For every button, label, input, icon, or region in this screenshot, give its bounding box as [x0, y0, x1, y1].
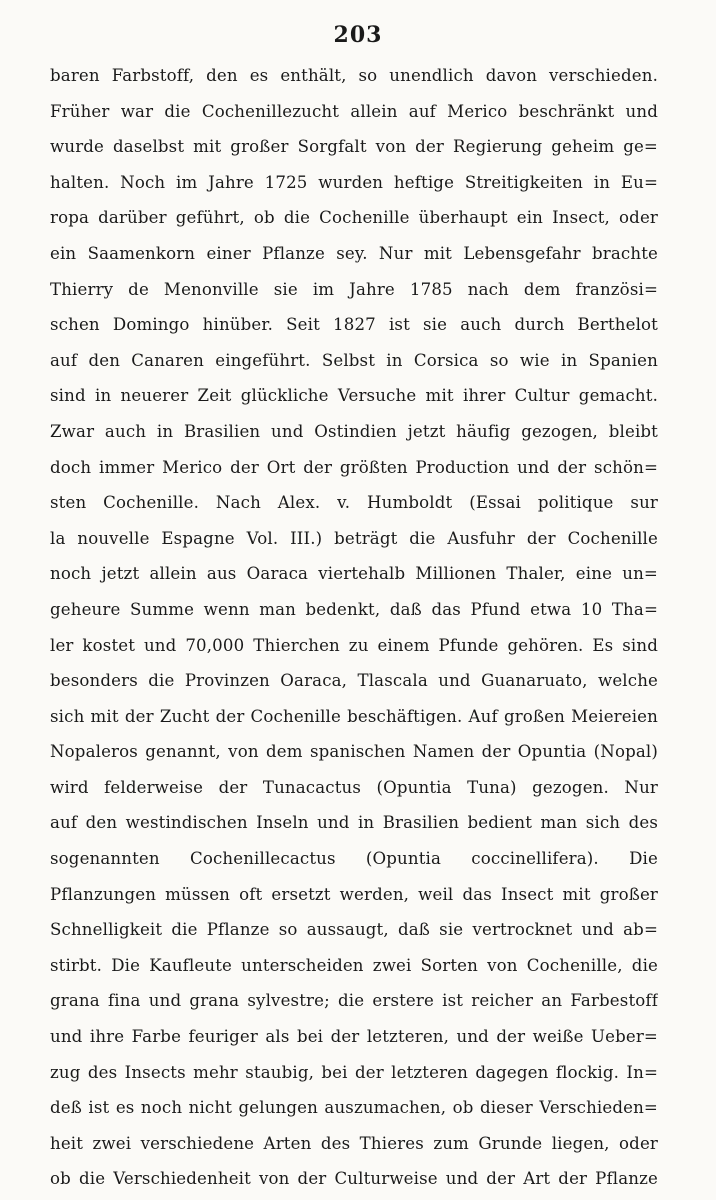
text-line: sind in neuerer Zeit glückliche Versuche mit ihrer Cultur gemacht. [50, 386, 658, 406]
text-line: doch immer Merico der Ort der größten Production und der schön= [50, 457, 658, 477]
text-line: Früher war die Cochenillezucht allein auf Merico beschränkt und [50, 101, 658, 121]
text-line: und ihre Farbe feuriger als bei der letzteren, und der weiße Ueber= [50, 1027, 658, 1047]
text-line: deß ist es noch nicht gelungen auszumachen, ob dieser Verschieden= [50, 1098, 658, 1118]
text-line: sogenannten Cochenillecactus (Opuntia coccinellifera). Die [50, 849, 658, 869]
text-line: Pflanzungen müssen oft ersetzt werden, weil das Insect mit großer [50, 884, 658, 904]
text-line: schen Domingo hinüber. Seit 1827 ist sie auch durch Berthelot [50, 315, 658, 335]
text-line: zug des Insects mehr staubig, bei der letzteren dagegen flockig. In= [50, 1062, 658, 1082]
text-line: grana fina und grana sylvestre; die erstere ist reicher an Farbestoff [50, 991, 658, 1011]
text-line: sten Cochenille. Nach Alex. v. Humboldt (Essai politique sur [50, 493, 658, 513]
text-line: heit zwei verschiedene Arten des Thieres zum Grunde liegen, oder [50, 1133, 658, 1153]
text-line: Zwar auch in Brasilien und Ostindien jetzt häufig gezogen, bleibt [50, 421, 658, 441]
text-line: la nouvelle Espagne Vol. III.) beträgt die Ausfuhr der Cochenille [50, 528, 658, 548]
text-line: Thierry de Menonville sie im Jahre 1785 nach dem französi= [50, 279, 658, 299]
text-line: wurde daselbst mit großer Sorgfalt von der Regierung geheim ge= [50, 137, 658, 157]
text-line: geheure Summe wenn man bedenkt, daß das Pfund etwa 10 Tha= [50, 599, 658, 619]
text-line: ein Saamenkorn einer Pflanze sey. Nur mit Lebensgefahr brachte [50, 243, 658, 263]
body-text [50, 58, 658, 1197]
text-line: ler kostet und 70,000 Thierchen zu einem Pfunde gehören. Es sind [50, 635, 658, 655]
text-line: baren Farbstoff, den es enthält, so unendlich davon verschieden. [50, 66, 658, 85]
text-line: auf den Canaren eingeführt. Selbst in Corsica so wie in Spanien [50, 350, 658, 370]
text-line: Schnelligkeit die Pflanze so aussaugt, daß sie vertrocknet und ab= [50, 920, 658, 940]
page-number: 203 [333, 22, 383, 48]
text-line: Nopaleros genannt, von dem spanischen Namen der Opuntia (Nopal) [50, 742, 658, 762]
text-line: besonders die Provinzen Oaraca, Tlascala und Guanaruato, welche [50, 671, 658, 691]
text-line: wird felderweise der Tunacactus (Opuntia Tuna) gezogen. Nur [50, 777, 658, 797]
text-line: halten. Noch im Jahre 1725 wurden heftige Streitigkeiten in Eu= [50, 172, 658, 192]
text-line: auf den westindischen Inseln und in Brasilien bedient man sich des [50, 813, 658, 833]
text-line: ob die Verschiedenheit von der Culturweise und der Art der Pflanze [50, 1169, 658, 1189]
text-line: noch jetzt allein aus Oaraca viertehalb Millionen Thaler, eine un= [50, 564, 658, 584]
text-line: stirbt. Die Kaufleute unterscheiden zwei Sorten von Cochenille, die [50, 955, 658, 975]
text-line: ropa darüber geführt, ob die Cochenille überhaupt ein Insect, oder [50, 208, 658, 228]
text-line: sich mit der Zucht der Cochenille beschäftigen. Auf großen Meiereien [50, 706, 658, 726]
